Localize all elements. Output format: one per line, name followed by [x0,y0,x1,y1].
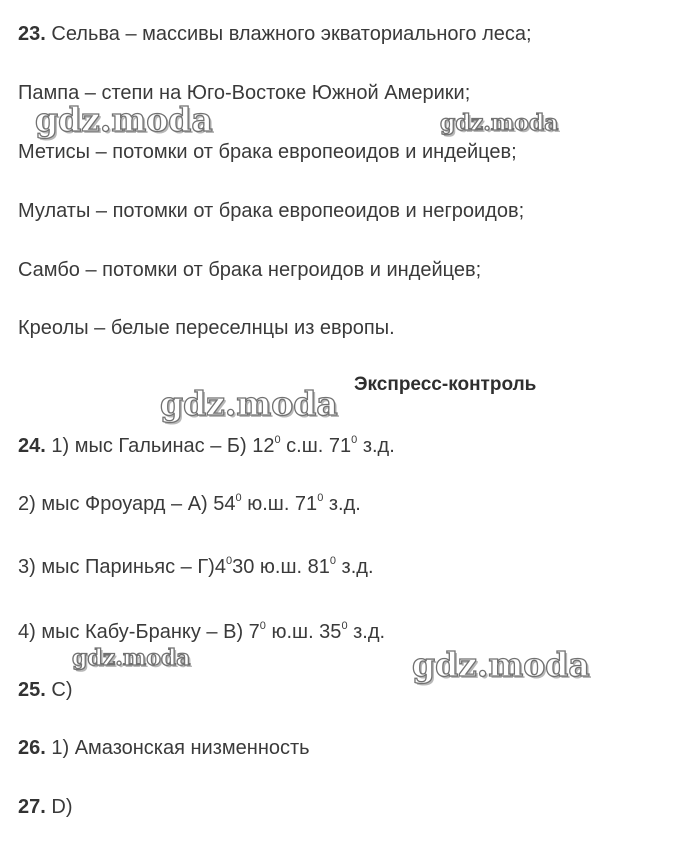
answer-24-4 [18,620,385,644]
answer-23 [18,22,532,46]
answer-24-2 [18,492,361,516]
answer-text: ю.ш. 71 [241,493,318,515]
answer-text: з.д. [357,435,395,457]
question-number: 27. [18,796,46,818]
watermark-logo: gdz.moda [35,100,213,139]
answer-text: 1) мыс Гальинас – Б) 12 [45,435,275,457]
question-number: 24. [18,435,46,457]
watermark-logo: gdz.moda [160,384,338,423]
definition-kreoly: Креолы – белые переселнцы из европы. [18,317,395,339]
answer-text: з.д. [335,556,374,578]
answer-text: ю.ш. 35 [265,621,342,643]
degree-sup: 0 [235,492,242,504]
degree-sup: 0 [225,555,233,567]
question-number: 26. [18,737,46,759]
definition-metisy: Метисы – потомки от брака европеоидов и индейцев; [18,141,517,163]
answer-text: 1) Амазонская низменность [45,737,310,759]
answer-text: 4) мыс Кабу-Бранку – В) 7 [18,621,260,643]
answer-24-3 [18,555,374,579]
definition-sambo: Самбо – потомки от брака негроидов и индейцев; [18,259,482,281]
answer-text: 2) мыс Фроуард – А) 54 [18,493,236,515]
definition-mulaty: Мулаты – потомки от брака европеоидов и негроидов; [18,200,525,222]
degree-sup: 0 [274,434,281,446]
answer-text: С) [45,679,73,701]
answer-text: Сельва – массивы влажного экваториального леса; [45,23,532,45]
degree-sup: 0 [259,620,266,632]
answer-25 [18,678,72,702]
answer-text: 3) мыс Париньяс – Г)4 [18,556,226,578]
degree-sup: 0 [351,434,358,446]
answer-text: з.д. [323,493,361,515]
watermark-logo: gdz.moda [412,645,590,684]
answer-27 [18,795,72,819]
question-number: 25. [18,679,46,701]
watermark-logo: gdz.moda [72,645,191,671]
answer-text: з.д. [347,621,386,643]
answer-text: с.ш. 71 [280,435,352,457]
degree-sup: 0 [329,555,336,567]
watermark-logo: gdz.moda [440,110,559,136]
answer-24-1 [18,434,395,458]
definition-pampa: Пампа – степи на Юго-Востоке Южной Америки; [18,82,471,104]
degree-sup: 0 [341,620,348,632]
answer-text: 30 ю.ш. 81 [232,556,330,578]
degree-sup: 0 [317,492,324,504]
answer-text: D) [45,796,73,818]
answer-26 [18,736,310,760]
section-heading: Экспресс-контроль [354,374,537,395]
question-number: 23. [18,23,46,45]
